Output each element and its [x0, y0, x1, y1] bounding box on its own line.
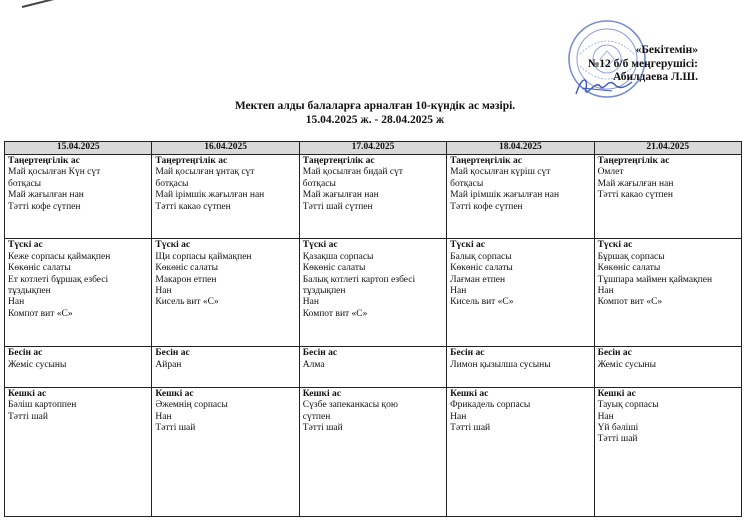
dish-item: Фрикадель сорпасы: [450, 400, 531, 411]
dish-item: Тәтті кофе сүтпен: [450, 201, 523, 212]
title-period: 15.04.2025 ж. - 28.04.2025 ж: [305, 113, 445, 126]
menu-cell: [299, 155, 446, 239]
date-header: 15.04.2025: [5, 142, 152, 155]
menu-cell: [594, 239, 741, 347]
dish-item: тұздықпен: [8, 286, 51, 297]
dish-item: Көкөніс салаты: [597, 263, 661, 274]
dish-item: Кисель вит «С»: [450, 297, 514, 308]
dish-item: Тәтті какао сүтпен: [155, 201, 231, 212]
meal-title: Таңертеңгілік ас: [302, 156, 375, 166]
dish-item: Бәліш картоппен: [8, 400, 77, 411]
menu-cell: [152, 387, 299, 516]
dish-item: Май жағылған нан: [302, 190, 379, 201]
menu-cell: [447, 387, 594, 516]
meal-title: Таңертеңгілік ас: [155, 156, 228, 166]
dinner-row: [5, 387, 742, 516]
menu-cell: [152, 155, 299, 239]
document-title: [0, 100, 750, 127]
dish-item: Нан: [597, 411, 614, 422]
dish-item: Лимон қызылша сусыны: [450, 359, 551, 370]
dish-item: Ет котлеті бұршақ езбесі: [8, 274, 109, 285]
date-header: 16.04.2025: [152, 142, 299, 155]
date-header: 21.04.2025: [594, 142, 741, 155]
dish-item: Тұшпара маймен қаймақпен: [597, 274, 713, 285]
meal-title: Түскі ас: [597, 240, 633, 251]
date-header: 18.04.2025: [447, 142, 594, 155]
meal-title: Таңертеңгілік ас: [8, 156, 80, 166]
menu-cell: [447, 155, 594, 239]
dish-item: Тәтті шай: [302, 423, 343, 434]
meal-title: Таңертеңгілік ас: [597, 156, 670, 166]
menu-cell: [594, 347, 741, 388]
dish-item: Айран: [155, 359, 182, 370]
dish-item: Нан: [450, 286, 467, 297]
dish-item: Бұршақ сорпасы: [597, 251, 665, 262]
dish-item: ботқасы: [450, 178, 484, 189]
dish-item: Щи сорпасы қаймақпен: [155, 251, 252, 262]
menu-cell: [594, 155, 741, 239]
dish-item: Май жағылған нан: [597, 178, 674, 189]
dish-item: Кеже сорпасы қаймақпен: [8, 251, 111, 262]
date-header: 17.04.2025: [299, 142, 446, 155]
dish-item: Әжемнің сорпасы: [155, 400, 228, 411]
meal-title: Кешкі ас: [597, 388, 636, 399]
meal-title: Бесін ас: [597, 348, 632, 359]
approval-person: Абилдаева Л.Ш.: [612, 71, 698, 83]
dish-item: Тәтті кофе сүтпен: [8, 201, 81, 212]
dish-item: Кисель вит «С»: [155, 297, 219, 308]
dish-item: ботқасы: [155, 178, 189, 189]
meal-title: Кешкі ас: [8, 388, 47, 399]
dish-item: Нан: [450, 411, 467, 422]
dish-item: ботқасы: [8, 178, 42, 189]
dish-item: Омлет: [597, 167, 624, 178]
dish-item: Май ірімшік жағылған нан: [155, 190, 265, 201]
dish-item: Көкөніс салаты: [302, 263, 366, 274]
meal-title: Бесін ас: [302, 348, 338, 359]
dish-item: Май ірімшік жағылған нан: [450, 190, 560, 201]
dish-item: Тәтті шай: [155, 423, 196, 434]
dish-item: Балық котлеті картоп езбесі: [302, 274, 416, 285]
meal-title: Кешкі ас: [155, 388, 194, 399]
meal-title: Түскі ас: [302, 240, 338, 251]
menu-cell: [447, 239, 594, 347]
menu-cell: [5, 239, 152, 347]
dish-item: Үй бәліші: [597, 423, 639, 434]
dish-item: сүтпен: [302, 411, 331, 422]
meal-title: Кешкі ас: [302, 388, 341, 399]
dish-item: Компот вит «С»: [597, 297, 663, 308]
menu-cell: [299, 347, 446, 388]
breakfast-row: [5, 155, 742, 239]
menu-cell: [152, 347, 299, 388]
dish-item: Қазақша сорпасы: [302, 251, 374, 262]
dish-item: Көкөніс салаты: [8, 263, 71, 274]
dish-item: Көкөніс салаты: [155, 263, 219, 274]
snack-row: [5, 347, 742, 388]
meal-title: Кешкі ас: [450, 388, 489, 399]
dish-item: Көкөніс салаты: [450, 263, 513, 274]
approval-block: [588, 44, 698, 85]
dish-item: Тәтті шай: [8, 411, 48, 422]
meal-title: Бесін ас: [155, 348, 190, 359]
dish-item: Нан: [597, 286, 614, 297]
lunch-row: [5, 239, 742, 347]
dish-item: Тәтті шай: [450, 423, 491, 434]
dish-item: Нан: [302, 297, 319, 308]
dish-item: Нан: [155, 411, 172, 422]
meal-title: Бесін ас: [450, 348, 485, 359]
dish-item: Макарон етпен: [155, 274, 217, 285]
dish-item: Май қосылған бидай сүт: [302, 167, 403, 178]
dish-item: Алма: [302, 359, 325, 370]
dish-item: тұздықпен: [302, 286, 346, 297]
dish-item: Сүзбе запеканкасы қою: [302, 400, 398, 411]
dish-item: ботқасы: [302, 178, 336, 189]
date-header-row: [5, 142, 742, 155]
dish-item: Компот вит «С»: [8, 308, 73, 319]
approval-position: №12 б/б меңгерушісі:: [587, 57, 698, 70]
dish-item: Тәтті шай сүтпен: [302, 201, 373, 212]
meal-title: Таңертеңгілік ас: [450, 156, 522, 166]
menu-cell: [594, 387, 741, 516]
scan-edge-mark: [22, 0, 59, 8]
dish-item: Жеміс сусыны: [8, 359, 67, 370]
meal-title: Түскі ас: [8, 240, 43, 251]
dish-item: Тәтті шай: [597, 434, 638, 445]
title-main: Мектеп алды балаларға арналған 10-күндік ас мәзірі.: [234, 100, 516, 112]
dish-item: Тауық сорпасы: [597, 400, 659, 411]
menu-table: [4, 141, 742, 517]
dish-item: Май қосылған Күн сүт: [8, 167, 101, 178]
dish-item: Нан: [8, 297, 25, 308]
menu-cell: [5, 347, 152, 388]
dish-item: Балық сорпасы: [450, 251, 512, 262]
menu-cell: [5, 387, 152, 516]
menu-cell: [447, 347, 594, 388]
approval-heading: «Бекітемін»: [635, 44, 698, 56]
dish-item: Тәтті какао сүтпен: [597, 190, 673, 201]
menu-cell: [5, 155, 152, 239]
dish-item: Компот вит «С»: [302, 308, 368, 319]
dish-item: Нан: [155, 286, 172, 297]
menu-cell: [299, 239, 446, 347]
menu-cell: [299, 387, 446, 516]
meal-title: Түскі ас: [450, 240, 485, 251]
menu-cell: [152, 239, 299, 347]
dish-item: Май қосылған күріш сүт: [450, 167, 551, 178]
meal-title: Бесін ас: [8, 348, 43, 359]
dish-item: Май жағылған нан: [8, 190, 84, 201]
meal-title: Түскі ас: [155, 240, 191, 251]
dish-item: Лағман етпен: [450, 274, 506, 285]
dish-item: Май қосылған ұнтақ сүт: [155, 167, 255, 178]
dish-item: Жеміс сусыны: [597, 359, 656, 370]
